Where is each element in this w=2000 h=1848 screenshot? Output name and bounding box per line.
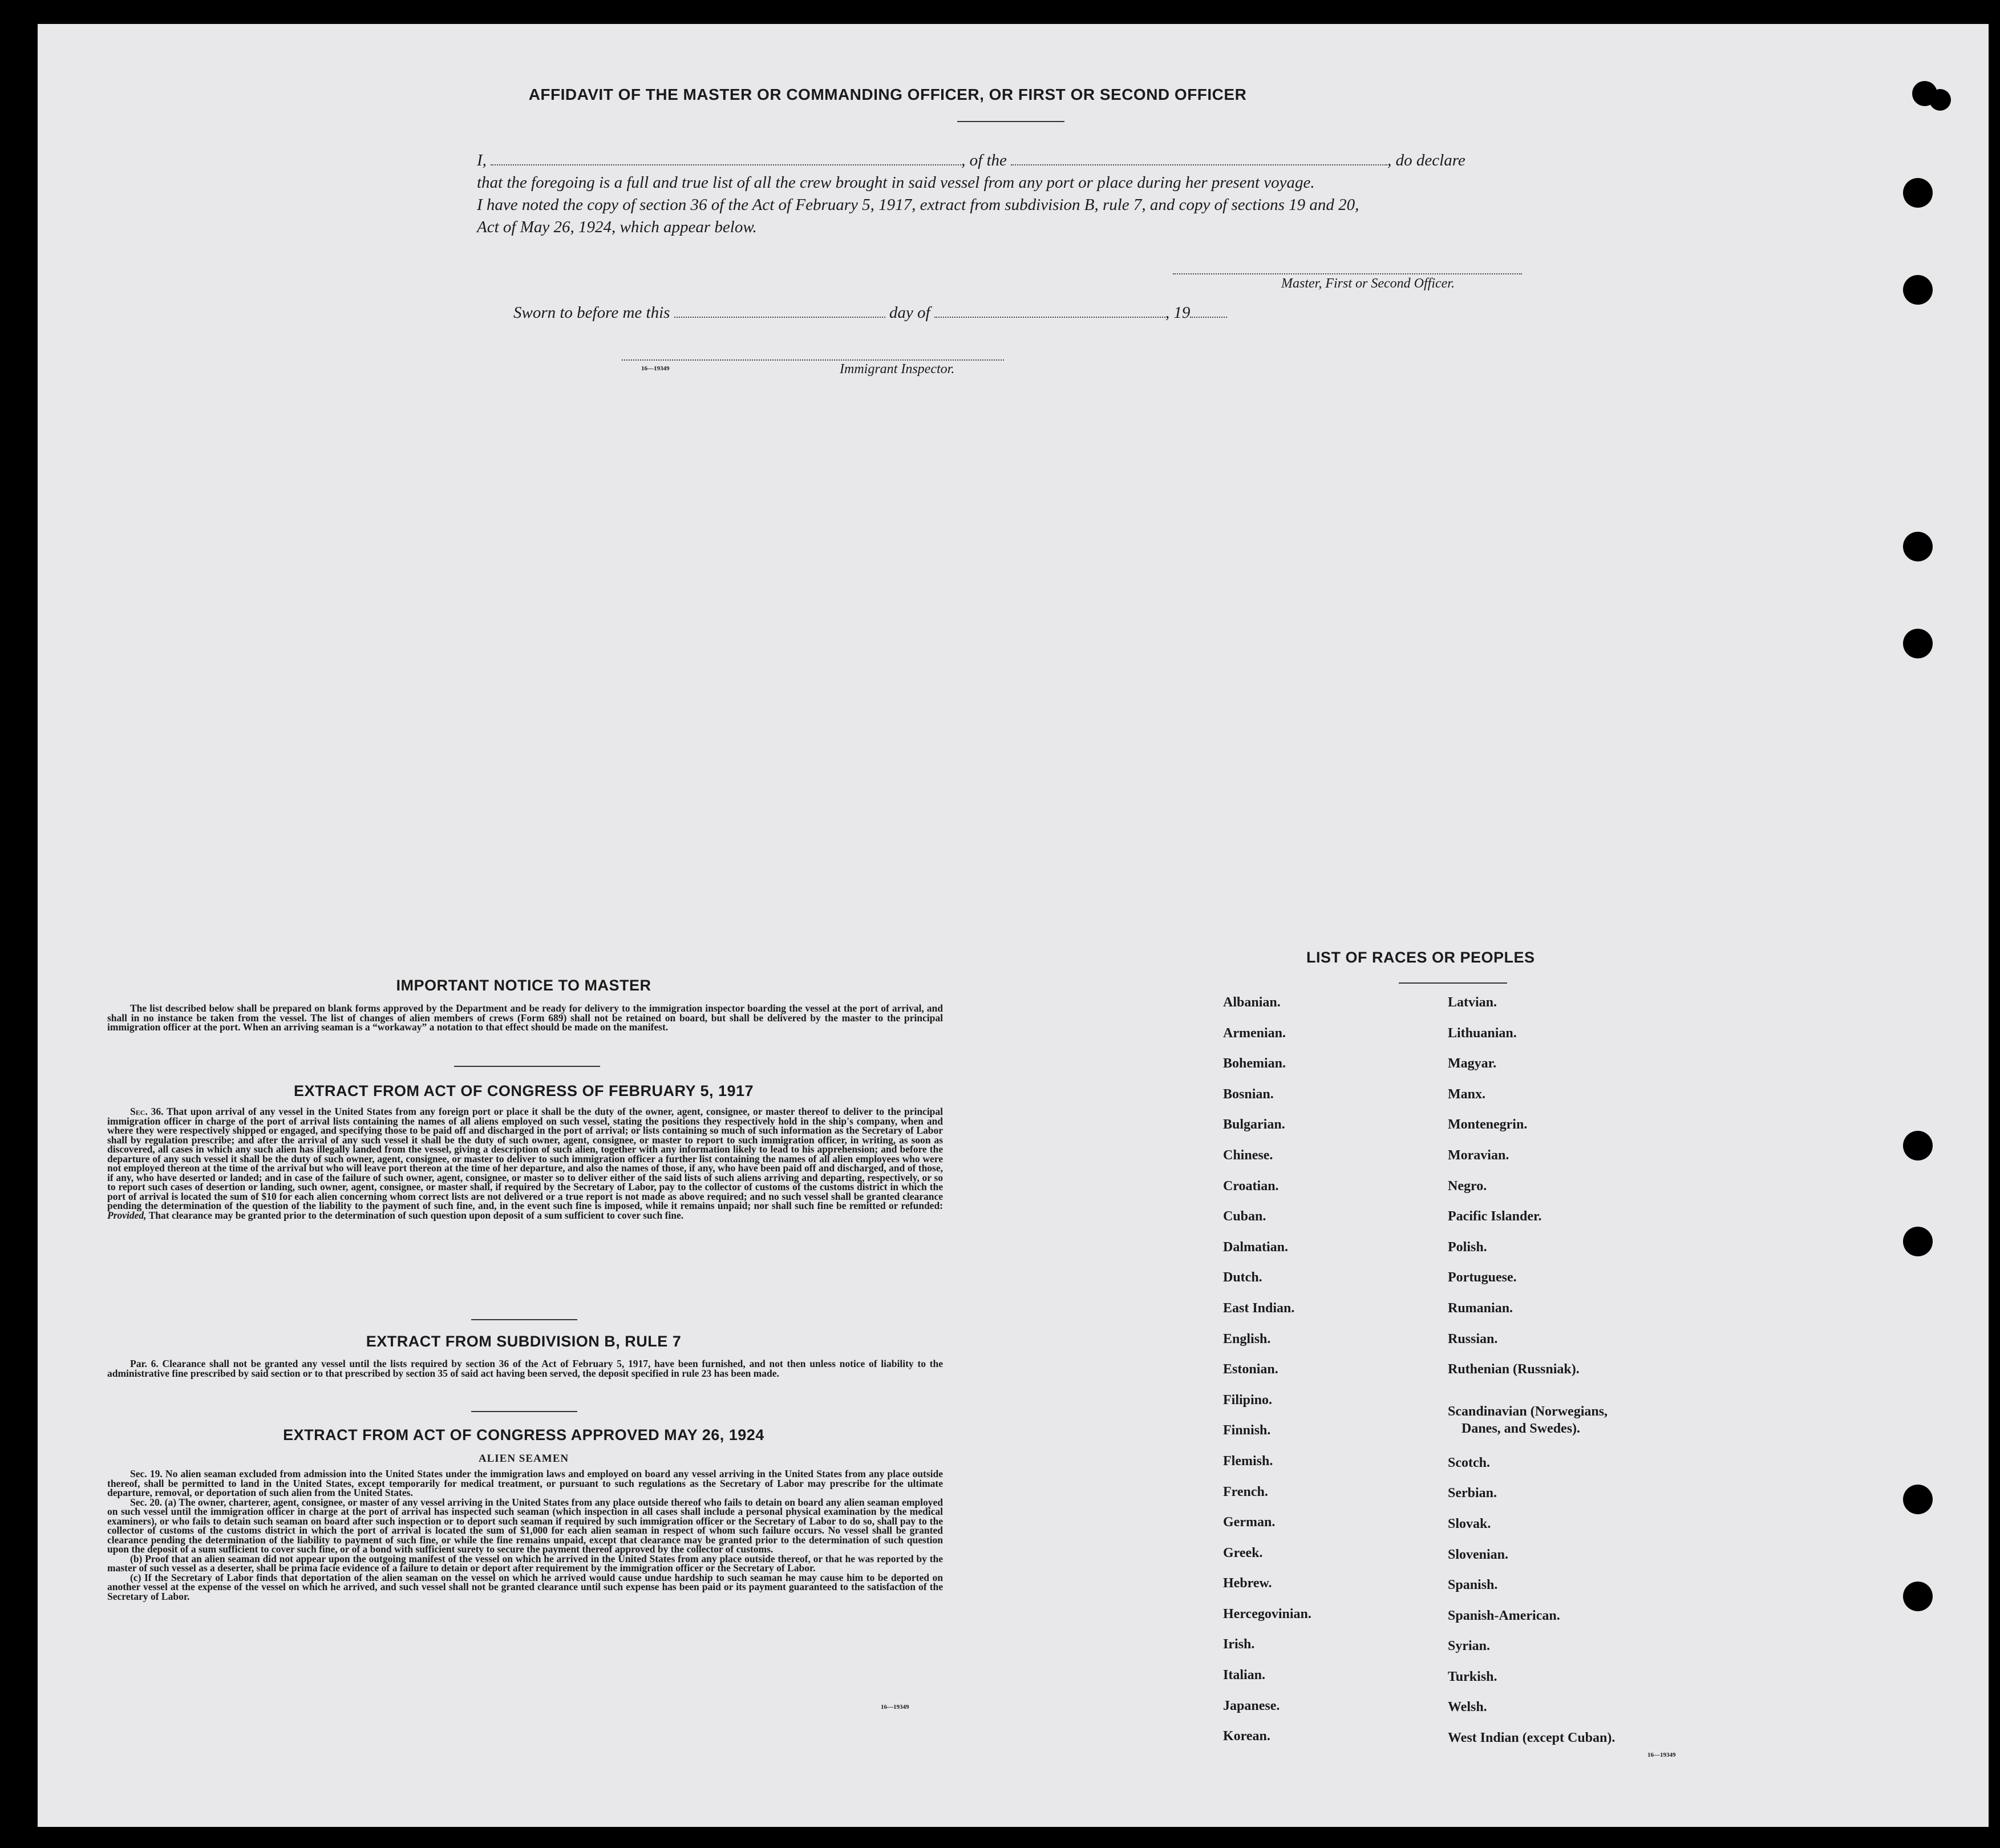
race-item: Turkish. — [1448, 1669, 1497, 1684]
race-item: Scotch. — [1448, 1455, 1490, 1470]
race-item: Scandinavian (Norwegians, — [1448, 1404, 1608, 1419]
sworn-label: Sworn to before me this — [513, 304, 670, 322]
race-item: Croatian. — [1223, 1178, 1279, 1194]
master-signature-label: Master, First or Second Officer. — [1281, 276, 1455, 291]
alien-seamen-subtitle: ALIEN SEAMEN — [478, 1453, 569, 1465]
race-item: Japanese. — [1223, 1698, 1280, 1713]
provided-label: Provided, — [107, 1209, 147, 1221]
sworn-month-field[interactable] — [934, 304, 1165, 318]
sworn-day-field[interactable] — [674, 304, 885, 318]
race-item: Cuban. — [1223, 1209, 1266, 1224]
i-label: I, — [477, 151, 487, 169]
extract-1917-title: EXTRACT FROM ACT OF CONGRESS OF FEBRUARY 5, 1917 — [293, 1082, 754, 1099]
races-rule — [1399, 982, 1507, 984]
extract-1917-text — [107, 1107, 943, 1220]
race-item: Pacific Islander. — [1448, 1209, 1542, 1224]
notice-rule — [454, 1066, 600, 1067]
race-item: German. — [1223, 1515, 1276, 1530]
title-rule — [957, 121, 1064, 122]
race-item: Latvian. — [1448, 995, 1497, 1010]
sworn-year-field[interactable] — [1190, 304, 1227, 318]
race-item: Slovak. — [1448, 1516, 1491, 1531]
races-form-number: 16—19349 — [1647, 1752, 1676, 1758]
binder-hole — [1903, 532, 1933, 561]
sec-36-text-end: That clearance may be granted prior to the determination of such question upon deposit of a sum sufficient to cover such fine. — [148, 1209, 684, 1221]
race-item: Slovenian. — [1448, 1547, 1509, 1562]
race-item: Negro. — [1448, 1178, 1487, 1194]
binder-hole — [1903, 1227, 1933, 1256]
binder-hole — [1903, 178, 1933, 208]
binder-hole — [1903, 275, 1933, 305]
extract-1924-title: EXTRACT FROM ACT OF CONGRESS APPROVED MAY 26, 1924 — [283, 1426, 764, 1443]
race-item: Dutch. — [1223, 1270, 1262, 1285]
race-item: Bohemian. — [1223, 1056, 1286, 1071]
race-item: Lithuanian. — [1448, 1025, 1517, 1041]
day-of-label: day of — [889, 304, 930, 322]
race-item: Montenegrin. — [1448, 1117, 1528, 1133]
year-label: , 19 — [1165, 304, 1191, 322]
name-field[interactable] — [491, 152, 961, 165]
race-item: Italian. — [1223, 1668, 1266, 1683]
race-item: Dalmatian. — [1223, 1239, 1288, 1255]
race-item: Bulgarian. — [1223, 1117, 1285, 1133]
race-item: Polish. — [1448, 1239, 1487, 1255]
affidavit-text — [477, 149, 1624, 238]
affidavit-title: AFFIDAVIT OF THE MASTER OR COMMANDING OFFICER, OR FIRST OR SECOND OFFICER — [528, 86, 1247, 103]
of-the-label: , of the — [961, 151, 1007, 169]
race-item: Russian. — [1448, 1331, 1498, 1346]
race-item: Chinese. — [1223, 1147, 1273, 1163]
binder-hole — [1903, 629, 1933, 658]
race-item: Filipino. — [1223, 1392, 1273, 1408]
affidavit-line3: I have noted the copy of section 36 of the Act of February 5, 1917, extract from subdivision B, rule 7, and copy of sections 19 and 20, — [477, 196, 1359, 214]
races-title: LIST OF RACES OR PEOPLES — [1306, 949, 1535, 966]
race-item: Spanish. — [1448, 1578, 1498, 1593]
race-item: Armenian. — [1223, 1025, 1286, 1041]
binder-hole — [1903, 1485, 1933, 1514]
race-item: Serbian. — [1448, 1486, 1497, 1501]
sworn-line — [513, 302, 1227, 324]
binder-hole — [1903, 1582, 1933, 1611]
race-item: Spanish-American. — [1448, 1608, 1560, 1623]
affidavit-line4: Act of May 26, 1924, which appear below. — [477, 218, 757, 236]
notice-paragraph: The list described below shall be prepared on blank forms approved by the Department and be ready for delivery to the immigration inspector boarding the vessel at the port of arrival, and shall in no instance be taken from the vessel. The list of changes of alien members of crews (Form 689) shall not be retained on board, but shall be delivered by the master to the principal immigration officer at the port. When an arriving seaman is a “workaway” a notation to that effect should be made on the manifest. — [107, 1002, 943, 1033]
inspector-signature-label: Immigrant Inspector. — [840, 362, 955, 377]
race-item: Greek. — [1223, 1545, 1263, 1560]
subdiv-b-title: EXTRACT FROM SUBDIVISION B, RULE 7 — [366, 1333, 682, 1350]
do-declare-label: , do declare — [1387, 151, 1465, 169]
subdiv-b-paragraph: Par. 6. Clearance shall not be granted any vessel until the lists required by section 36 of the Act of February 5, 1917, have been furnished, and not then unless notice of liability to the administrative fine prescribed by said section or to that prescribed by section 35 of said act having been served, the deposit specified in rule 23 has been made. — [107, 1358, 943, 1379]
race-item: Bosnian. — [1223, 1086, 1274, 1102]
race-item: Finnish. — [1223, 1423, 1271, 1438]
affidavit-line1 — [477, 149, 1624, 172]
notice-text — [107, 1004, 943, 1032]
race-item: French. — [1223, 1484, 1268, 1499]
race-item: Portuguese. — [1448, 1270, 1517, 1285]
binder-hole — [1929, 89, 1951, 111]
affidavit-form-number: 16—19349 — [641, 365, 670, 372]
sec-36-label: Sec. 36. — [130, 1106, 164, 1117]
race-item: Irish. — [1223, 1637, 1255, 1652]
race-item: Magyar. — [1448, 1056, 1497, 1071]
binder-hole — [1903, 1131, 1933, 1160]
races-column-1 — [1223, 994, 1394, 1758]
race-item: Welsh. — [1448, 1700, 1487, 1715]
extract-1924-form-number: 16—19349 — [881, 1704, 909, 1710]
sec-36-text: That upon arrival of any vessel in the United States from any foreign port or place it shall be the duty of the owner, agent, consignee, or master thereof to deliver to the principal immigration officer in charge of the port of arrival lists containing the names of all aliens employed on such vessel, stating the positions they respectively hold in the ship's company, when and where they were respectively shipped or engaged, and specifying those to be paid off and discharged in the port of arrival; or lists containing so much of such information as the Secretary of Labor shall by regulation prescribe; and after the arrival of any such vessel it shall be the duty of such owner, agent, consignee, or master to report to such immigration officer, in writing, as soon as discovered, all cases in which any such alien has illegally landed from the vessel, giving a description of such alien, together with any information likely to lead to his apprehension; and before the departure of any such vessel it shall be the duty of such owner, agent, consignee, or master to deliver to such immigration officer a further list containing the names of all alien employees who were not employed thereon at the time of the arrival but who will leave port thereon at the time of her departure, and also the names of those, if any, who have been paid off and discharged, and of those, if any, who have deserted or landed; and in case of the failure of such owner, agent, consignee, or master so to deliver either of the said lists of such aliens arriving and departing, respectively, or so to report such cases of desertion or landing, such owner, agent, consignee, or master shall, if required by the Secretary of Labor, pay to the collector of customs of the customs district in which the port of arrival is located the sum of $10 for each alien concerning whom correct lists are not delivered or a true report is not made as above required; and no such vessel shall be granted clearance pending the determination of the question of the liability to the payment of such fine, and, in the event such fine is imposed, while it remains unpaid; nor shall such fine be remitted or refunded: — [107, 1106, 944, 1211]
race-item: Albanian. — [1223, 995, 1281, 1010]
form-page — [38, 24, 1989, 1827]
affidavit-line2: that the foregoing is a full and true list of all the crew brought in said vessel from any port or place during her present voyage. — [477, 173, 1315, 192]
vessel-field[interactable] — [1011, 152, 1387, 165]
sec-19-text: Sec. 19. No alien seaman excluded from admission into the United States under the immigration laws and employed on board any vessel arriving in the United States from any place outside thereof, shall be permitted to land in the United States, except temporarily for medical treatment, or pursuant to such regulations as the Secretary of Labor may prescribe for the ultimate departure, removal, or deportation of such alien from the United States. — [107, 1468, 943, 1498]
race-item: East Indian. — [1223, 1300, 1295, 1316]
sec-20b-text: (b) Proof that an alien seaman did not appear upon the outgoing manifest of the vessel on which he arrived in the United States from any place outside thereof, or that he was reported by the master of such vessel as a deserter, shall be prima facie evidence of a failure to detain or deport after requirement by the immigration officer or the Secretary of Labor. — [107, 1552, 943, 1574]
race-item: Danes, and Swedes). — [1461, 1421, 1581, 1436]
subdiv-b-rule — [471, 1411, 577, 1412]
subdiv-b-text — [107, 1359, 943, 1378]
race-item: Syrian. — [1448, 1639, 1491, 1654]
race-item: Hebrew. — [1223, 1576, 1272, 1591]
inspector-signature-line[interactable] — [622, 359, 1004, 361]
race-item: Flemish. — [1223, 1453, 1273, 1469]
sec-20c-text: (c) If the Secretary of Labor finds that deportation of the alien seaman on the vessel on which he arrived would cause undue hardship to such seaman he may cause him to be deported on another vessel at the expense of the vessel on which he arrived, and such vessel shall not be granted clearance until such expense has been paid or its payment guaranteed to the satisfaction of the Secretary of Labor. — [107, 1571, 943, 1602]
race-item: Ruthenian (Russniak). — [1448, 1362, 1580, 1377]
races-column-2 — [1448, 994, 1705, 1746]
race-item: Hercegovinian. — [1223, 1606, 1311, 1621]
notice-title: IMPORTANT NOTICE TO MASTER — [396, 977, 651, 994]
race-item: Manx. — [1448, 1086, 1485, 1102]
race-item: English. — [1223, 1331, 1271, 1346]
race-item: Estonian. — [1223, 1362, 1278, 1377]
sec-20a-text: Sec. 20. (a) The owner, charterer, agent, consignee, or master of any vessel arriving in the United States from any place outside thereof who fails to detain on board any alien seaman employed on such vessel until the immigration officer in charge at the port of arrival has inspected such seaman (which inspection in all cases shall include a personal physical examination by the medical examiners), or who fails to detain such seaman on board after such inspection or to deport such seaman if required by such immigration officer or the Secretary of Labor to do so, shall pay to the collector of customs of the customs district in which the port of arrival is located the sum of $1,000 for each alien seaman in respect of whom such failure occurs. No vessel shall be granted clearance pending the determination of the liability to payment of such fine, or while the fine remains unpaid, except that clearance may be granted prior to the determination of such question upon the deposit of a sum sufficient to cover such fine, or of a bond with sufficient surety to secure the payment thereof approved by the collector of customs. — [107, 1496, 943, 1555]
race-item: Moravian. — [1448, 1147, 1509, 1163]
extract-1924-text — [107, 1469, 943, 1601]
master-signature-line[interactable] — [1173, 273, 1522, 274]
race-item: Korean. — [1223, 1729, 1270, 1744]
race-item: Rumanian. — [1448, 1300, 1513, 1316]
race-item: West Indian (except Cuban). — [1448, 1730, 1616, 1746]
extract-1917-rule — [471, 1319, 577, 1320]
